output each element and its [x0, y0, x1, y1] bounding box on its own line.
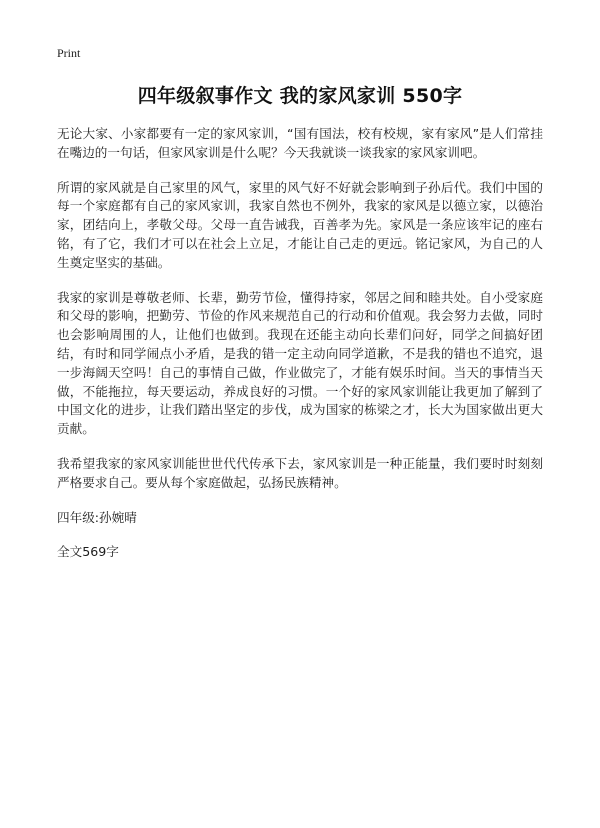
paragraph-family-style: 所谓的家风就是自己家里的风气，家里的风气好不好就会影响到子孙后代。我们中国的每一个家庭都有自己的家风家训，我家自然也不例外，我家的家风是以德立家，以德治家，团结向上，孝敬父母。父母一直告诫我，百善孝为先。家风是一条应该牢记的座右铭，有了它，我们才可以在社会上立足，才能让自己走的更远。铭记家风，为自己的人生奠定坚实的基础。: [57, 179, 543, 270]
article-title: 四年级叙事作文 我的家风家训 550字: [137, 85, 463, 107]
author-line: 四年级:孙婉晴: [57, 509, 137, 525]
article-body: [57, 125, 543, 493]
paragraph-conclusion: 我希望我家的家风家训能世世代代传承下去，家风家训是一种正能量，我们要时时刻刻严格要求自己。要从每个家庭做起，弘扬民族精神。: [57, 455, 543, 490]
print-link[interactable]: Print: [57, 46, 81, 60]
word-count: 全文569字: [57, 543, 119, 559]
paragraph-family-rules: 我家的家训是尊敬老师、长辈，勤劳节俭，懂得持家，邻居之间和睦共处。自小受家庭和父母的影响，把勤劳、节俭的作风来规范自己的行动和价值观。我会努力去做，同时也会影响周围的人，让他们也做到。我现在还能主动向长辈们问好，同学之间搞好团结，有时和同学闹点小矛盾，是我的错一定主动向同学道歉，不是我的错也不追究，退一步海阔天空吗！自己的事情自己做，作业做完了，才能有娱乐时间。当天的事情当天做，不能拖拉，每天要运动，养成良好的习惯。一个好的家风家训能让我更加了解到了中国文化的进步，让我们踏出坚定的步伐，成为国家的栋梁之才，长大为国家做出更大贡献。: [57, 289, 543, 437]
paragraph-intro: 无论大家、小家都要有一定的家风家训，“国有国法，校有校规，家有家风”是人们常挂在嘴边的一句话，但家风家训是什么呢？今天我就谈一谈我家的家风家训吧。: [57, 126, 543, 160]
